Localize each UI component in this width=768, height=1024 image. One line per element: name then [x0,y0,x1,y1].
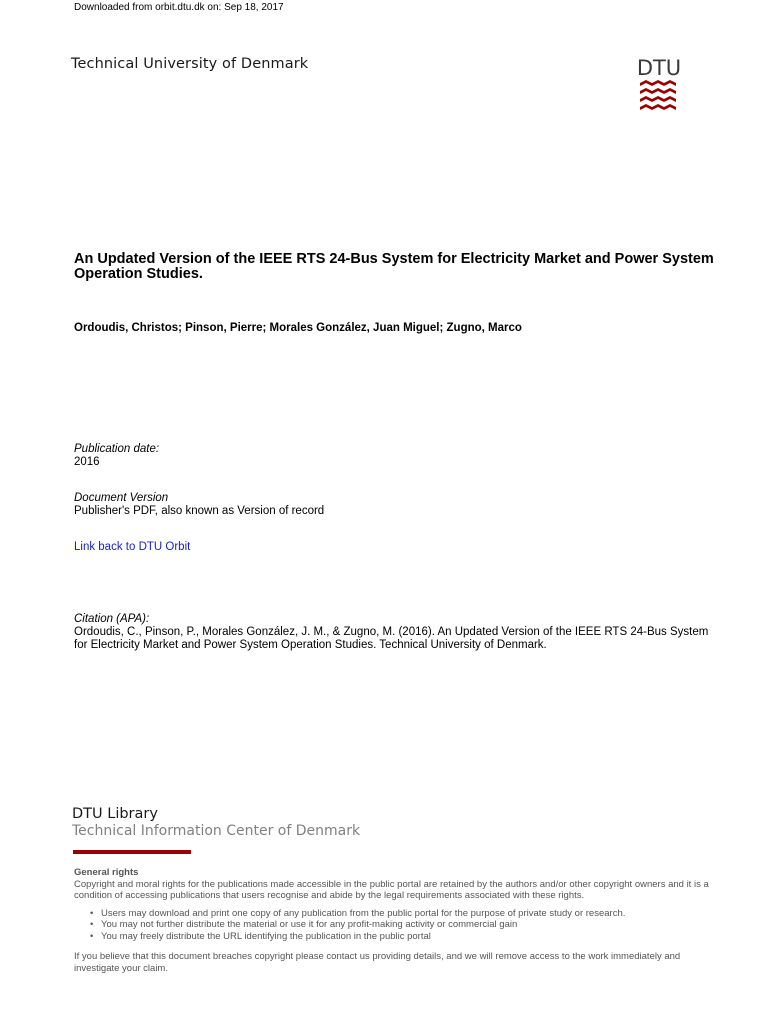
library-subtitle: Technical Information Center of Denmark [72,823,361,839]
library-divider-bar [73,850,191,854]
dtu-logo-text: DTU [638,56,680,80]
citation-label: Citation (APA): [74,613,150,625]
paper-authors: Ordoudis, Christos; Pinson, Pierre; Morales González, Juan Miguel; Zugno, Marco [74,322,522,334]
rights-closing: If you believe that this document breaches copyright please contact us providing details, and we will remove access to the work immediately and investigate your claim. [74,951,681,974]
document-version-section [74,492,324,518]
rights-heading: General rights [74,867,139,878]
general-rights-section [74,867,724,974]
rights-item-text: You may not further distribute the material or use it for any profit-making activity or commercial gain [101,919,518,930]
dtu-logo [638,54,680,112]
rights-list-item [90,919,724,931]
university-name: Technical University of Denmark [71,56,309,72]
dtu-logo-ribbons [640,80,676,110]
document-version-value: Publisher's PDF, also known as Version of record [74,505,325,517]
download-note: Downloaded from orbit.dtu.dk on: Sep 18, 2017 [74,2,284,13]
bullet-icon: • [90,930,94,942]
publication-date-section [74,443,159,469]
citation-section [74,613,714,652]
bullet-icon: • [90,919,94,930]
rights-list [74,908,724,943]
rights-list-item [90,931,724,943]
citation-text: Ordoudis, C., Pinson, P., Morales González, J. M., & Zugno, M. (2016). An Updated Version of the IEEE RTS 24-Bus System for Electricity Market and Power System Operation Studies. Technical University of Denmark. [74,626,709,651]
rights-intro: Copyright and moral rights for the publications made accessible in the public portal are retained by the authors and/or other copyright owners and it is a condition of accessing publications that users recognise and abide by the legal requirements associated with these rights. [74,878,709,901]
document-version-label: Document Version [74,492,169,504]
link-back-to-orbit[interactable]: Link back to DTU Orbit [74,541,191,553]
rights-item-text: You may freely distribute the URL identifying the publication in the public portal [101,930,431,942]
bullet-icon: • [90,907,94,919]
library-title: DTU Library [72,806,158,822]
rights-list-item [90,908,724,920]
publication-date-label: Publication date: [74,443,160,455]
rights-item-text: Users may download and print one copy of any publication from the public portal for the purpose of private study or research. [101,907,626,919]
paper-title: An Updated Version of the IEEE RTS 24-Bus System for Electricity Market and Power System Operation Studies. [74,251,714,282]
dtu-logo-icon [638,54,680,112]
publication-date-value: 2016 [74,456,100,468]
